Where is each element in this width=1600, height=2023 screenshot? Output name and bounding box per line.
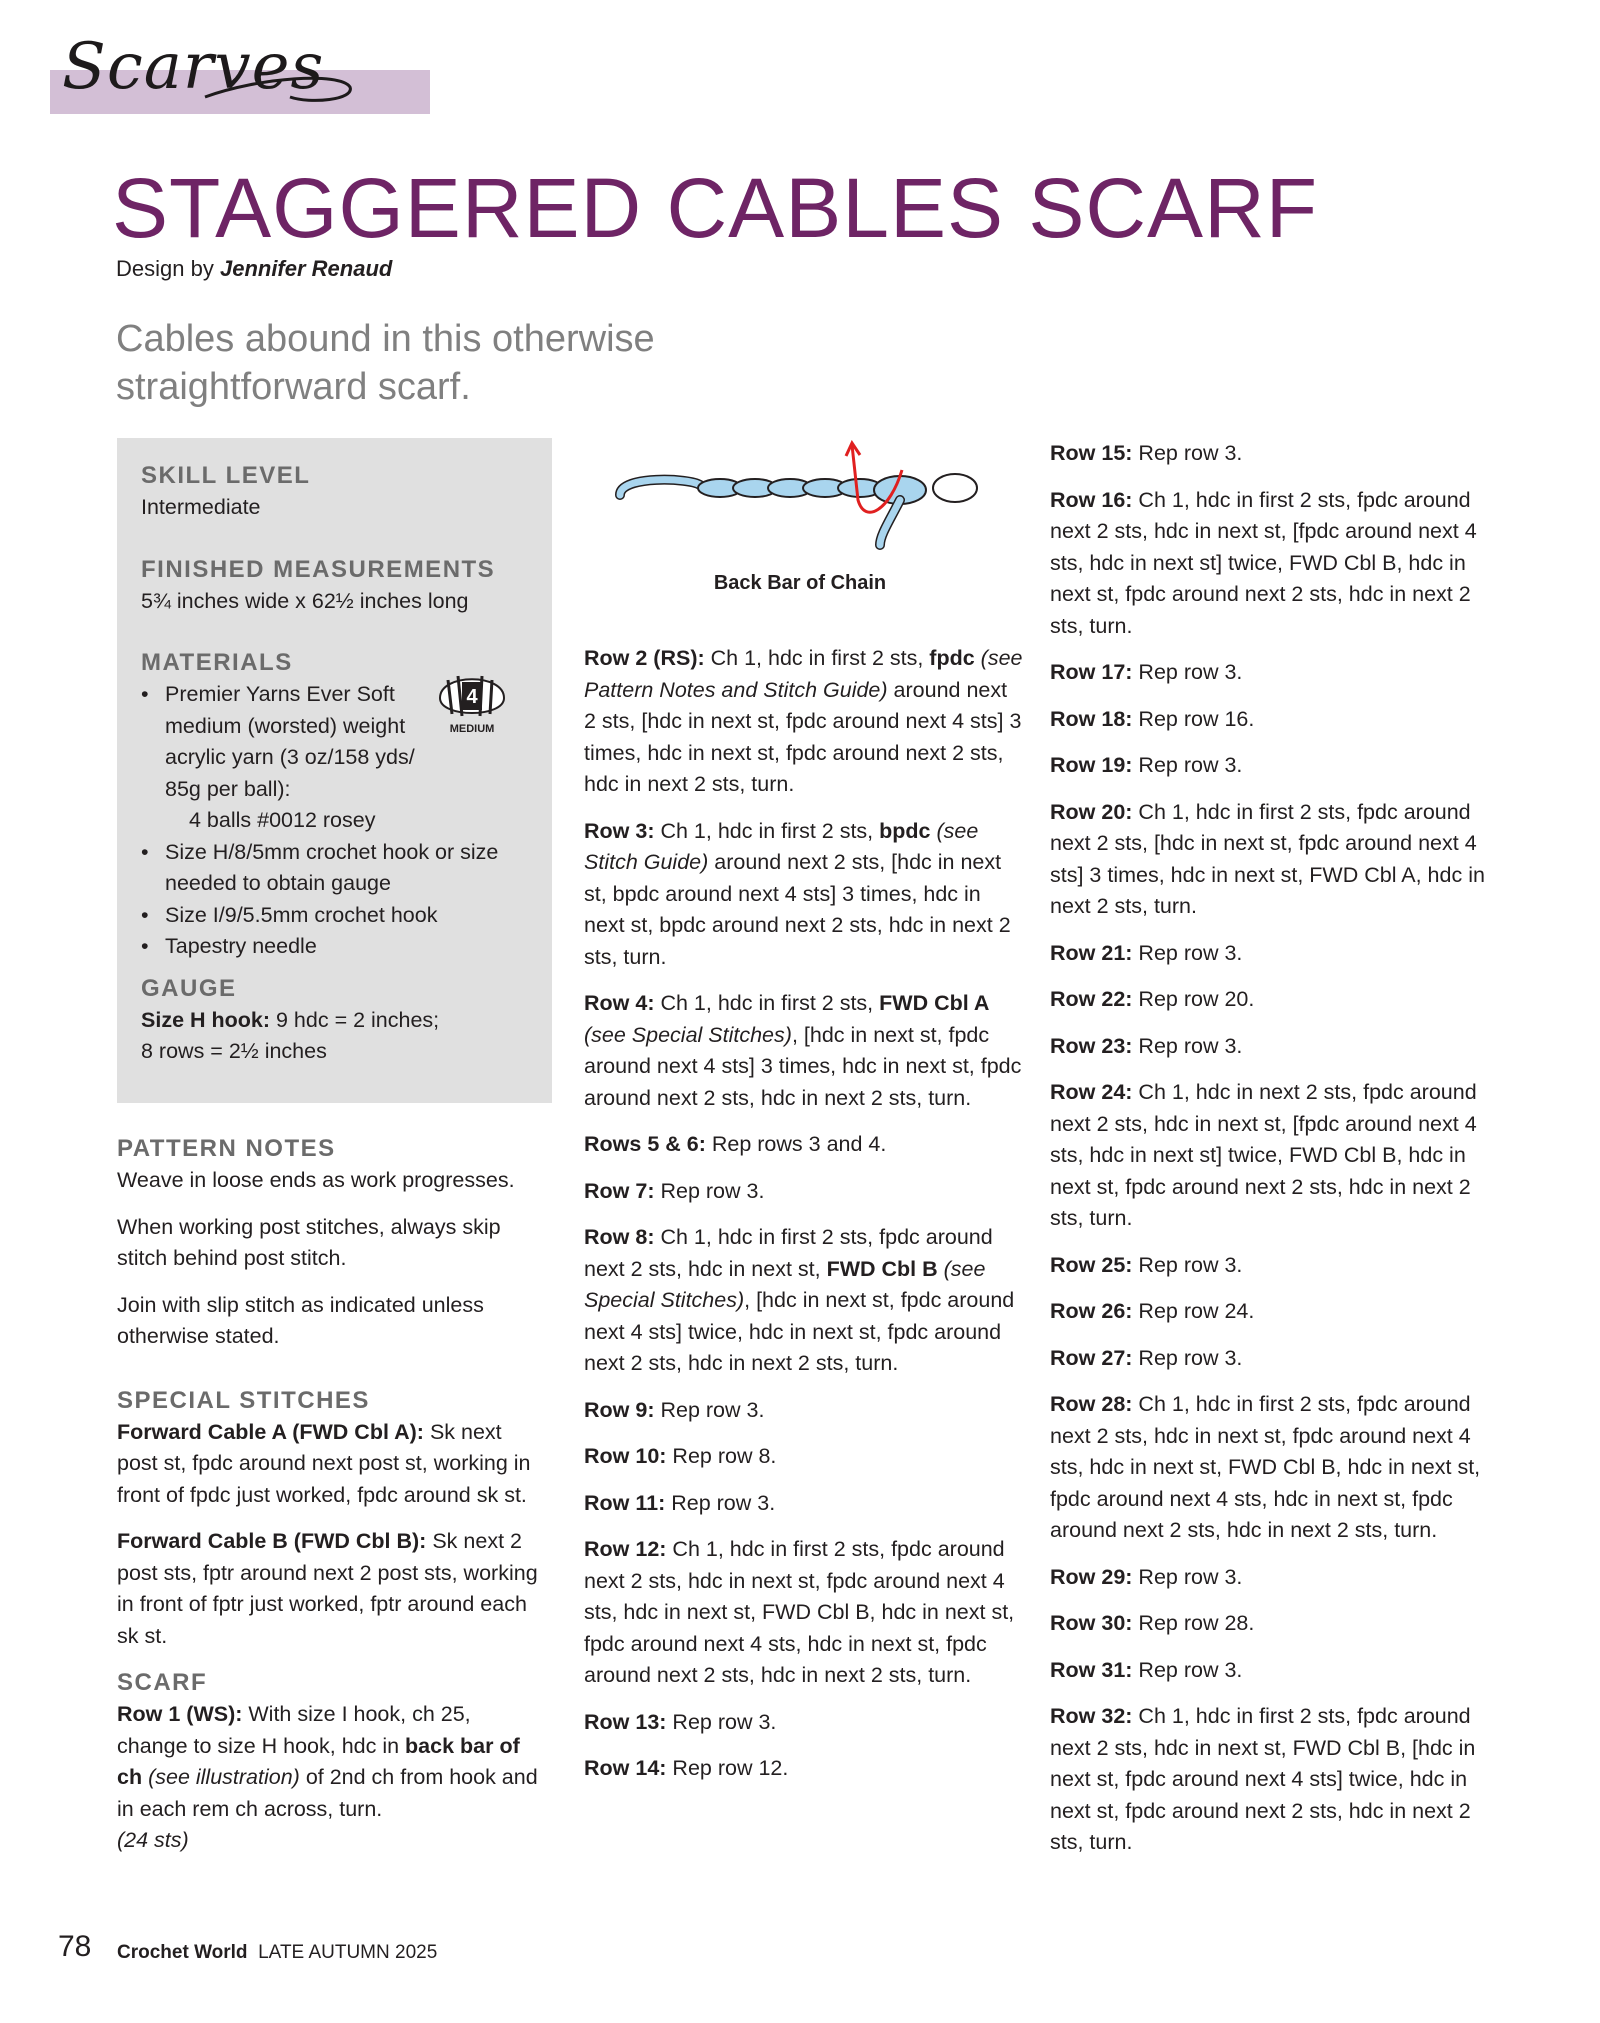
special-item-b: Forward Cable B (FWD Cbl B): Sk next 2 post sts, fptr around next 2 post sts, working in front of fptr just worked, fptr around each sk st. [117, 1529, 538, 1648]
skill-level: Intermediate [141, 495, 261, 519]
finished-measurements: 5¾ inches wide x 62½ inches long [141, 588, 469, 613]
material-subitem: 4 balls #0012 rosey [189, 808, 376, 832]
pattern-row [584, 988, 1024, 1114]
row-text: Rep row 3. [671, 1490, 776, 1515]
byline [116, 256, 392, 282]
row-text: Rep row 3. [1138, 1564, 1243, 1589]
row-text: Rep row 3. [1138, 940, 1243, 965]
row-text: Rep row 3. [1138, 1252, 1243, 1277]
row-label: Row 11: [584, 1490, 666, 1515]
pattern-row [584, 1395, 1024, 1427]
gauge-heading: GAUGE [141, 974, 237, 1002]
row-text: Rep row 3. [1138, 660, 1243, 684]
row-text: Rep row 8. [672, 1444, 777, 1468]
row-text: Rep row 3. [1138, 1345, 1243, 1370]
pattern-sidebar [117, 438, 552, 1103]
row-label: Row 30: [1050, 1611, 1133, 1635]
materials-heading: MATERIALS [141, 649, 293, 676]
skill-heading: SKILL LEVEL [141, 462, 311, 489]
page-number: 78 [58, 1930, 92, 1963]
pattern-row [1050, 1296, 1500, 1328]
row-text: Ch 1, hdc in first 2 sts, fpdc around next 2 sts, hdc in next st, [fpdc around next 4 sts, hdc in next st] twice, FWD Cbl B, hdc in next st, fpdc around next 2 sts, hdc in next 2 sts, turn. [1050, 487, 1477, 638]
row-1: Row 1 (WS): With size I hook, ch 25, change to size H hook, hdc in back bar of ch (see illustration) of 2nd ch from hook and in each rem ch across, turn. (24 sts) [117, 1702, 538, 1852]
pattern-row [1050, 984, 1500, 1016]
pattern-row [584, 1222, 1024, 1380]
row-text: Ch 1, hdc in first 2 sts, fpdc around next 2 sts, hdc in next st, fpdc around next 4 sts, hdc in next st, FWD Cbl B, hdc in next st, fpdc around next 4 sts, hdc in next st, fpdc around next 2 sts, hdc in next 2 sts, turn. [584, 1537, 1015, 1687]
finished-heading: FINISHED MEASUREMENTS [141, 555, 496, 583]
pattern-row [584, 643, 1024, 801]
row-text: Rep row 3. [660, 1178, 765, 1203]
pattern-row [584, 1176, 1024, 1208]
pattern-row [1050, 704, 1500, 736]
row-label: Row 18: [1050, 706, 1133, 731]
pattern-row [584, 1488, 1024, 1520]
row-text: Rep row 3. [1138, 1033, 1243, 1058]
pattern-row [584, 1707, 1024, 1739]
back-bar-chain-illustration [610, 440, 990, 550]
pattern-row [1050, 1031, 1500, 1063]
section-swash [200, 72, 360, 112]
material-item: • Size I/9/5.5mm crochet hook [141, 900, 536, 932]
left-column [117, 1133, 547, 1872]
yarn-weight-label: MEDIUM [449, 723, 495, 735]
pattern-row [1050, 750, 1500, 782]
footer-magazine: Crochet World LATE AUTUMN 2025 [117, 1942, 438, 1963]
section-title: Scarves [62, 30, 325, 104]
byline-prefix: Design by [116, 256, 214, 281]
row-label: Row 26: [1050, 1299, 1133, 1323]
material-item: • Premier Yarns Ever Soft medium (worsted) weight acrylic yarn (3 oz/158 yds/ 85g per ball): 4 balls #0012 rosey [141, 679, 445, 837]
row-label: Row 10: [584, 1444, 667, 1468]
gauge-line-1: Size H hook: 9 hdc = 2 inches; [141, 1007, 440, 1032]
pattern-row [584, 1753, 1024, 1785]
row-label: Row 7: [584, 1178, 655, 1203]
pattern-row [1050, 485, 1500, 643]
row-label: Row 16: [1050, 487, 1133, 512]
scarf-heading: SCARF [117, 1669, 208, 1696]
yarn-weight-number: 4 [466, 686, 478, 708]
row-text: Ch 1, hdc in first 2 sts, fpdc (see Pattern Notes and Stitch Guide) around next 2 sts, [hdc in next st, fpdc around next 4 sts] 3 times, hdc in next st, fpdc around next 2 sts, hdc in next 2 sts, turn. [584, 646, 1023, 796]
yarn-weight-icon [432, 668, 512, 738]
row-text: Rep rows 3 and 4. [711, 1132, 887, 1156]
row-label: Row 32: [1050, 1704, 1133, 1728]
material-item: • Tapestry needle [141, 931, 536, 963]
pattern-row [1050, 797, 1500, 923]
pattern-row [1050, 1077, 1500, 1235]
notes-heading: PATTERN NOTES [117, 1135, 336, 1162]
row-label: Row 8: [584, 1225, 655, 1249]
pattern-row [1050, 1701, 1500, 1859]
designer-name: Jennifer Renaud [219, 256, 393, 281]
note-item: Join with slip stitch as indicated unless otherwise stated. [117, 1292, 484, 1348]
deck: Cables abound in this otherwise straightforward scarf. [116, 318, 655, 408]
pattern-row [1050, 1250, 1500, 1282]
row-label: Row 17: [1050, 660, 1133, 684]
pattern-row [1050, 1389, 1500, 1547]
row-text: Rep row 20. [1138, 987, 1255, 1011]
pattern-row [1050, 1608, 1500, 1640]
row-label: Row 4: [584, 991, 655, 1015]
stitch-count: (24 sts) [117, 1828, 189, 1852]
row-label: Row 3: [584, 818, 655, 843]
special-item-a: Forward Cable A (FWD Cbl A): Sk next post st, fpdc around next post st, working in front of fpdc just worked, fpdc around sk st. [117, 1419, 531, 1507]
row-label: Row 28: [1050, 1392, 1133, 1416]
row-label: Row 13: [584, 1709, 667, 1734]
row-label: Row 12: [584, 1537, 667, 1561]
row-text: Rep row 12. [672, 1756, 789, 1780]
row-text: Ch 1, hdc in first 2 sts, fpdc around next 2 sts, hdc in next st, fpdc around next 4 sts, hdc in next st, FWD Cbl B, hdc in next st, fpdc around next 4 sts, hdc in next st, fpdc around next 2 sts, hdc in next 2 sts, turn. [1050, 1392, 1481, 1542]
pattern-row [1050, 1655, 1500, 1687]
row-text: Ch 1, hdc in first 2 sts, fpdc around next 2 sts, hdc in next st, FWD Cbl B (see Special Stitches), [hdc in next st, fpdc around next 4 sts] twice, hdc in next st, fpdc around next 2 sts, hdc in next 2 sts, turn. [584, 1225, 1015, 1375]
row-text: Rep row 3. [1138, 441, 1243, 465]
row-label: Row 21: [1050, 940, 1133, 965]
row-text: Rep row 3. [660, 1397, 765, 1422]
row-text: Rep row 3. [672, 1709, 777, 1734]
illustration-caption: Back Bar of Chain [713, 572, 887, 594]
right-column [1050, 438, 1500, 1874]
row-text: Ch 1, hdc in first 2 sts, FWD Cbl A (see Special Stitches), [hdc in next st, fpdc around next 4 sts] 3 times, hdc in next st, fpdc around next 2 sts, hdc in next 2 sts, turn. [584, 991, 1022, 1110]
row-text: Rep row 16. [1138, 706, 1255, 731]
row-label: Row 20: [1050, 799, 1133, 824]
row-label: Row 2 (RS): [584, 646, 705, 670]
page-title: STAGGERED CABLES SCARF [112, 161, 1319, 255]
pattern-row [584, 1441, 1024, 1473]
special-heading: SPECIAL STITCHES [117, 1386, 370, 1414]
middle-column [584, 643, 1024, 1800]
pattern-row [584, 816, 1024, 974]
row-text: Rep row 3. [1138, 753, 1243, 777]
row-label: Row 24: [1050, 1080, 1133, 1104]
pattern-row [584, 1129, 1024, 1161]
row-label: Row 9: [584, 1397, 655, 1422]
row-text: Ch 1, hdc in first 2 sts, bpdc (see Stitch Guide) around next 2 sts, [hdc in next st, bpdc around next 4 sts] 3 times, hdc in next st, bpdc around next 2 sts, hdc in next 2 sts, turn. [584, 818, 1011, 969]
row-label: Row 27: [1050, 1345, 1133, 1370]
row-text: Ch 1, hdc in next 2 sts, fpdc around next 2 sts, hdc in next st, [fpdc around next 4 sts, hdc in next st] twice, FWD Cbl B, hdc in next st, fpdc around next 2 sts, hdc in next 2 sts, turn. [1050, 1080, 1477, 1230]
row-label: Row 29: [1050, 1564, 1133, 1589]
pattern-row [1050, 657, 1500, 689]
row-label: Row 23: [1050, 1033, 1133, 1058]
row-label: Row 25: [1050, 1252, 1133, 1277]
pattern-row [1050, 438, 1500, 470]
note-item: When working post stitches, always skip stitch behind post stitch. [117, 1214, 501, 1270]
pattern-row [1050, 1343, 1500, 1375]
row-text: Ch 1, hdc in first 2 sts, fpdc around next 2 sts, hdc in next st, FWD Cbl B, [hdc in next st, fpdc around next 4 sts] twice, hdc in next st, fpdc around next 2 sts, hdc in next 2 sts, turn. [1050, 1704, 1476, 1854]
row-label: Rows 5 & 6: [584, 1132, 706, 1156]
row-label: Row 22: [1050, 987, 1133, 1011]
gauge-line-2: 8 rows = 2½ inches [141, 1039, 327, 1063]
row-text: Rep row 28. [1138, 1611, 1255, 1635]
row-label: Row 15: [1050, 441, 1133, 465]
note-item: Weave in loose ends as work progresses. [117, 1168, 515, 1192]
pattern-row [1050, 1562, 1500, 1594]
pattern-row [1050, 938, 1500, 970]
row-text: Rep row 24. [1138, 1299, 1255, 1323]
row-label: Row 19: [1050, 753, 1133, 777]
material-item: • Size H/8/5mm crochet hook or size needed to obtain gauge [141, 837, 536, 900]
pattern-row [584, 1534, 1024, 1692]
row-label: Row 14: [584, 1756, 667, 1780]
row-label: Row 31: [1050, 1657, 1133, 1682]
row-text: Rep row 3. [1138, 1657, 1243, 1682]
row-text: Ch 1, hdc in first 2 sts, fpdc around next 2 sts, [hdc in next st, fpdc around next 4 sts] 3 times, hdc in next st, FWD Cbl A, hdc in next 2 sts, turn. [1050, 799, 1485, 918]
